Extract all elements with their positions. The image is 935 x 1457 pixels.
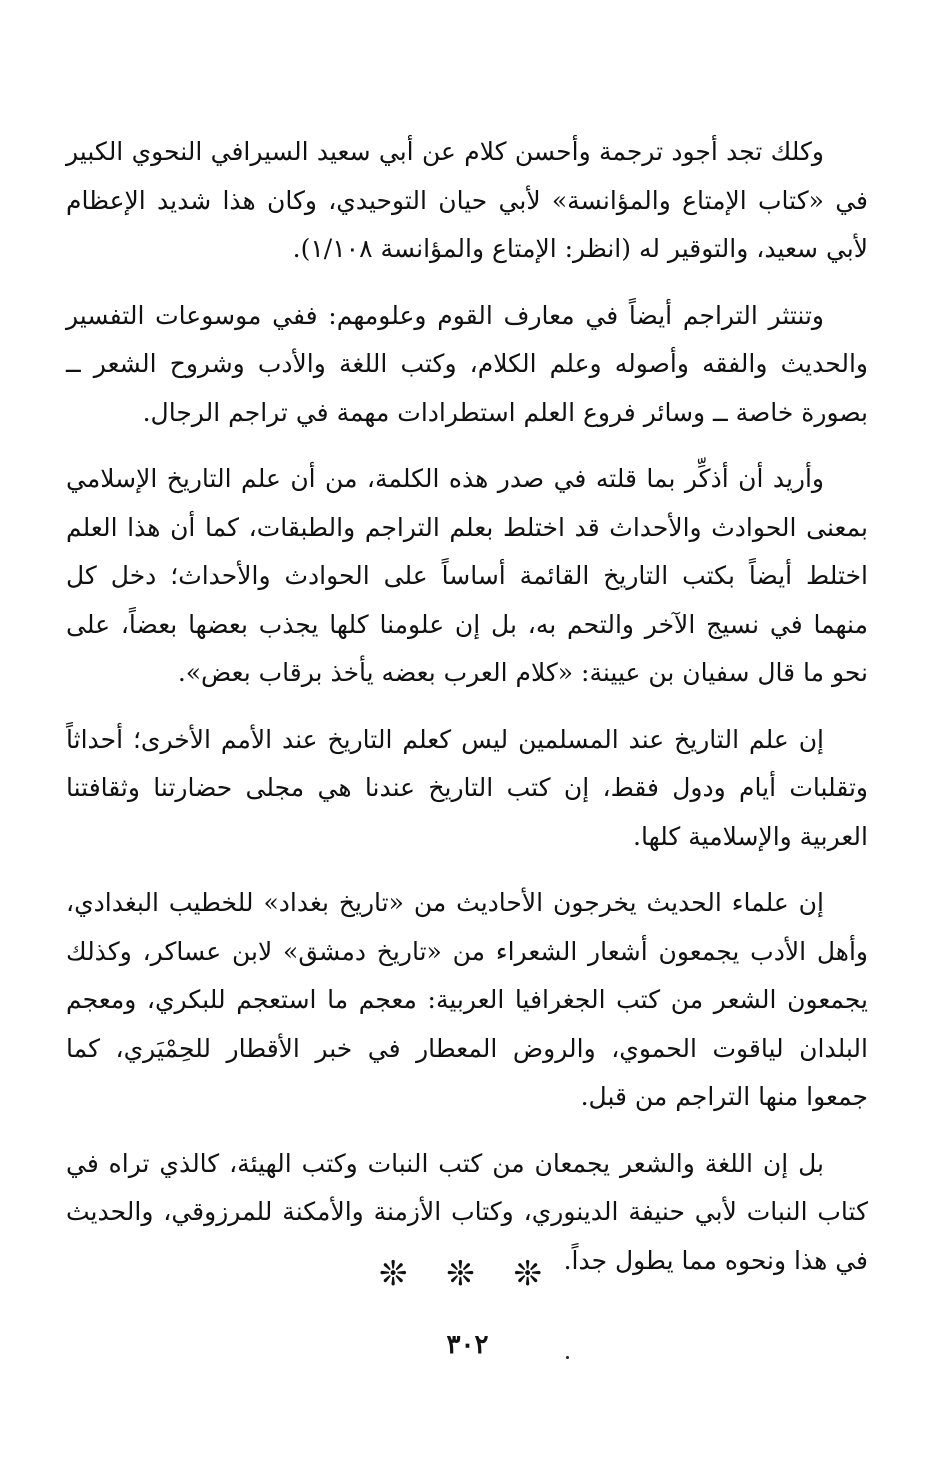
paragraph-2: وتنتثر التراجم أيضاً في معارف القوم وعلومهم: ففي موسوعات التفسير والحديث والفقه وأصوله وعلم الكلام، وكتب اللغة والأدب وشروح الشعر ــ بصورة خاصة ــ وسائر فروع العلم استطرادات مهمة في تراجم الرجال.	[66, 300, 868, 427]
body-text	[66, 128, 868, 1285]
paragraph-1: وكلك تجد أجود ترجمة وأحسن كلام عن أبي سعيد السيرافي النحوي الكبير في «كتاب الإمتاع والمؤانسة» لأبي حيان التوحيدي، وكان هذا شديد الإعظام لأبي سعيد، والتوقير له (انظر: الإمتاع والمؤانسة ١/١٠٨).	[66, 137, 868, 263]
paragraph-3: وأريد أن أذكِّر بما قلته في صدر هذه الكلمة، من أن علم التاريخ الإسلامي بمعنى الحوادث والأحداث قد اختلط بعلم التراجم والطبقات، كما أن هذا العلم اختلط أيضاً بكتب التاريخ القائمة أساساً على الحوادث والأحداث؛ دخل كل منهما في نسيج الآخر والتحم به، بل إن علومنا كلها يجذب بعضها بعضاً، على نحو ما قال سفيان بن عيينة: «كلام العرب بعضه يأخذ برقاب بعض».	[66, 464, 868, 687]
paragraph-5: إن علماء الحديث يخرجون الأحاديث من «تاريخ بغداد» للخطيب البغدادي، وأهل الأدب يجمعون أشعار الشعراء من «تاريخ دمشق» لابن عساكر، وكذلك يجمعون الشعر من كتب الجغرافيا العربية: معجم ما استعجم للبكري، ومعجم البلدان لياقوت الحموي، والروض المعطار في خبر الأقطار للحِمْيَري، كما جمعوا منها التراجم من قبل.	[66, 888, 868, 1111]
section-divider-ornament: ❊ ❊ ❊	[378, 1254, 557, 1294]
print-speck	[566, 1356, 569, 1359]
page-number: ٣٠٢	[446, 1330, 489, 1360]
paragraph-6: بل إن اللغة والشعر يجمعان من كتب النبات وكتب الهيئة، كالذي تراه في كتاب النبات لأبي حنيفة الدينوري، وكتاب الأزمنة والأمكنة للمرزوقي، والحديث في هذا ونحوه مما يطول جداً.	[66, 1148, 868, 1275]
paragraph-4: إن علم التاريخ عند المسلمين ليس كعلم التاريخ عند الأمم الأخرى؛ أحداثاً وتقلبات أيام ودول فقط، إن كتب التاريخ عندنا هي مجلى حضارتنا وثقافتنا العربية والإسلامية كلها.	[66, 724, 868, 851]
